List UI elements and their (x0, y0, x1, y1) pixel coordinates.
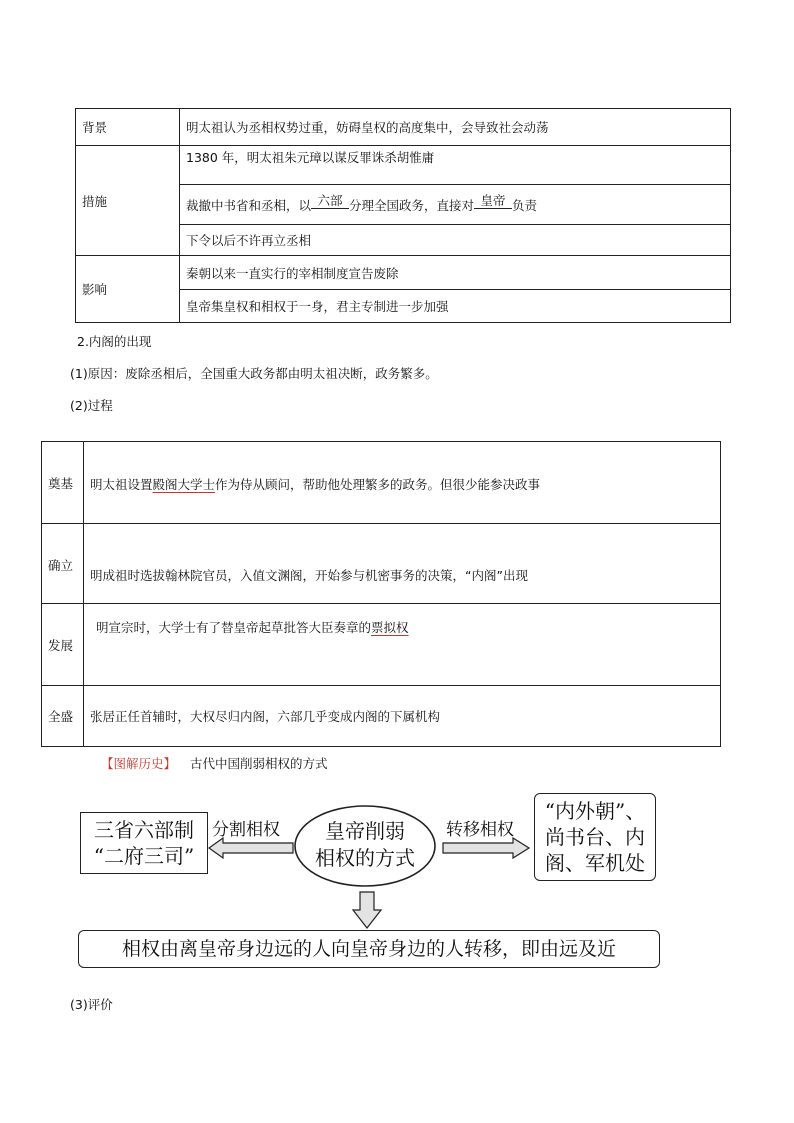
measure-2: 裁撤中书省和丞相，以 六部 分理全国政务，直接对 皇帝 负责 (180, 185, 731, 225)
bottom-conclusion-box: 相权由离皇帝身边远的人向皇帝身边的人转移，即由远及近 (78, 930, 660, 968)
measure-1: 1380 年，明太祖朱元璋以谋反罪诛杀胡惟庸 (180, 146, 731, 185)
right-arrow-label: 转移相权 (446, 820, 514, 840)
develop-text: 明宣宗时，大学士有了替皇帝起草批答大臣奏章的票拟权 (84, 604, 721, 686)
label-measures: 措施 (76, 146, 180, 256)
diagram-caption: 【图解历史】 古代中国削弱相权的方式 (101, 756, 328, 771)
establish-text: 明成祖时选拔翰林院官员，入值文渊阁，开始参与机密事务的决策，“内阁”出现 (84, 524, 721, 604)
label-peak: 全盛 (42, 686, 84, 747)
down-arrow-icon (351, 890, 383, 930)
evaluation-heading: (3)评价 (70, 997, 113, 1012)
left-arrow-icon (207, 836, 295, 860)
section-title: 2.内阁的出现 (77, 334, 152, 349)
label-background: 背景 (76, 109, 180, 146)
center-text: 皇帝削弱 相权的方式 (315, 819, 415, 870)
blank-2: 皇帝 (474, 194, 512, 209)
left-arrow-label: 分割相权 (212, 820, 280, 840)
impact-1: 秦朝以来一直实行的宰相制度宣告废除 (180, 256, 731, 290)
peak-text: 张居正任首辅时，大权尽归内阁，六部几乎变成内阁的下属机构 (84, 686, 721, 747)
right-box: “内外朝”、 尚书台、内 阁、军机处 (534, 793, 656, 881)
measure-3: 下令以后不许再立丞相 (180, 225, 731, 256)
table-abolish-chancellor (75, 108, 731, 323)
left-box: 三省六部制 “二府三司” (80, 812, 208, 874)
label-foundation: 奠基 (42, 442, 84, 524)
label-impact: 影响 (76, 256, 180, 323)
background-text: 明太祖认为丞相权势过重，妨碍皇权的高度集中，会导致社会动荡 (180, 109, 731, 146)
right-arrow-icon (441, 836, 531, 860)
label-develop: 发展 (42, 604, 84, 686)
foundation-text: 明太祖设置殿阁大学士作为侍从顾问，帮助他处理繁多的政务。但很少能参决政事 (84, 442, 721, 524)
label-establish: 确立 (42, 524, 84, 604)
process-heading: (2)过程 (70, 398, 113, 413)
blank-1: 六部 (311, 194, 349, 209)
table-cabinet-process (41, 441, 721, 747)
impact-2: 皇帝集皇权和相权于一身，君主专制进一步加强 (180, 290, 731, 323)
cause-text: (1)原因：废除丞相后，全国重大政务都由明太祖决断，政务繁多。 (70, 366, 438, 381)
